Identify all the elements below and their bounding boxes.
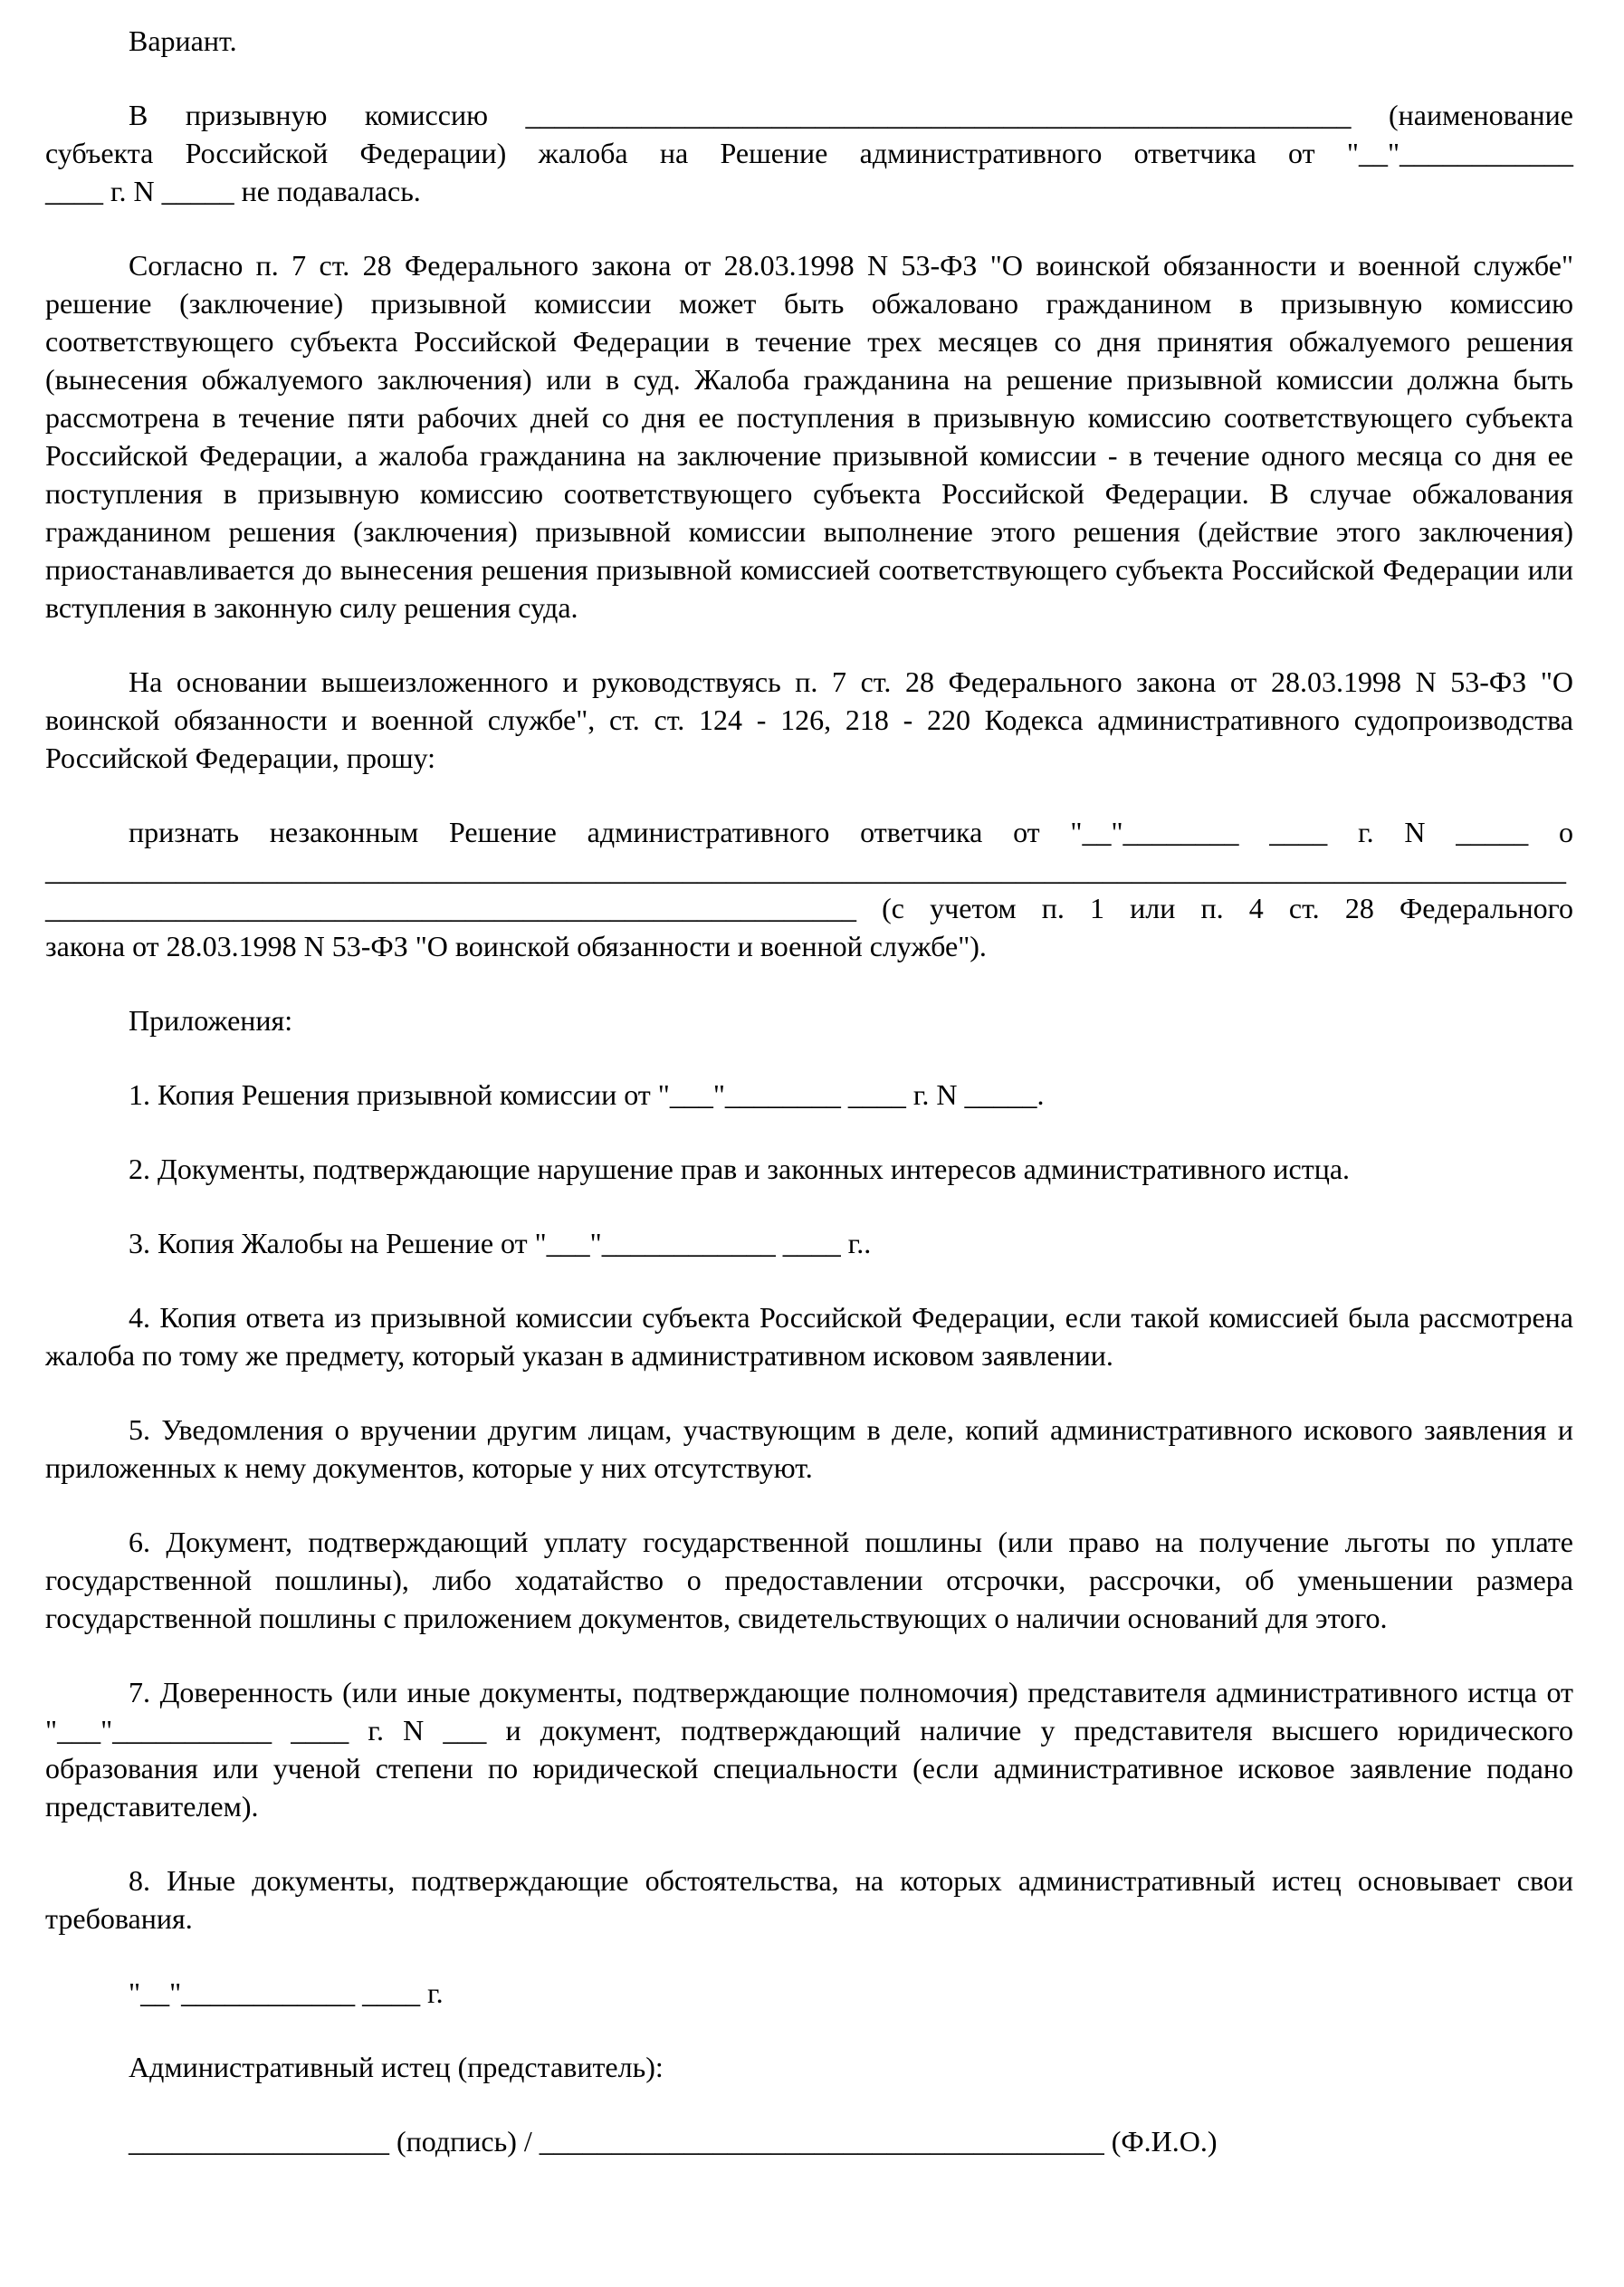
attachment-item-6: 6. Документ, подтверждающий уплату государственной пошлины (или право на получение льготы по уплате государственной пошлины), либо ходатайство о предоставлении отсрочки, рассрочки, об уменьшении размера государственной пошлины с приложением документов, свидетельствующих о наличии оснований для этого.: [45, 1526, 1573, 1634]
attachment-item-4: 4. Копия ответа из призывной комиссии субъекта Российской Федерации, если такой комиссией была рассмотрена жалоба по тому же предмету, который указан в административном исковом заявлении.: [45, 1301, 1573, 1372]
request-block: [45, 813, 1573, 965]
date-line: "__"____________ ____ г.: [129, 1976, 444, 2009]
law-paragraph: Согласно п. 7 ст. 28 Федерального закона от 28.03.1998 N 53-ФЗ "О воинской обязанности и военной службе" решение (заключение) призывной комиссии может быть обжаловано гражданином в призывную комиссию соответствующего субъекта Российской Федерации в течение трех месяцев со дня принятия обжалуемого решения (вынесения обжалуемого заключения) или в суд. Жалоба гражданина на решение призывной комиссии должна быть рассмотрена в течение пяти рабочих дней со дня ее поступления в призывную комиссию соответствующего субъекта Российской Федерации, а жалоба гражданина на заключение призывной комиссии - в течение одного месяца со дня ее поступления в призывную комиссию соответствующего субъекта Российской Федерации. В случае обжалования гражданином решения (заключения) призывной комиссии выполнение этого решения (действие этого заключения) приостанавливается до вынесения решения призывной комиссией соответствующего субъекта Российской Федерации или вступления в законную силу решения суда.: [45, 249, 1573, 624]
claimant-label: Административный истец (представитель):: [129, 2051, 664, 2083]
attachment-item-2: 2. Документы, подтверждающие нарушение прав и законных интересов административного истца.: [129, 1153, 1351, 1185]
attachment-item-8: 8. Иные документы, подтверждающие обстоятельства, на которых административный истец основывает свои требования.: [45, 1864, 1573, 1935]
request-line-4: закона от 28.03.1998 N 53-ФЗ "О воинской обязанности и военной службе").: [45, 930, 987, 962]
variant-label: Вариант.: [129, 24, 237, 57]
attachment-item-7: 7. Доверенность (или иные документы, подтверждающие полномочия) представителя административного истца от "___"___________ ____ г. N ___ и документ, подтверждающий наличие у представителя высшего юридического образования или ученой степени по юридической специальности (если административное исковое заявление подано представителем).: [45, 1676, 1573, 1823]
complaint-header-line-1: В призывную комиссию _________________________________________________________ (наименование: [129, 99, 1573, 131]
request-intro-paragraph: На основании вышеизложенного и руководствуясь п. 7 ст. 28 Федерального закона от 28.03.1998 N 53-ФЗ "О воинской обязанности и военной службе", ст. ст. 124 - 126, 218 - 220 Кодекса административного судопроизводства Российской Федерации, прошу:: [45, 665, 1573, 774]
attachments-title: Приложения:: [129, 1004, 293, 1037]
complaint-header: [45, 96, 1573, 210]
complaint-header-line-3: ____ г. N _____ не подавалась.: [45, 175, 421, 207]
attachment-item-1: 1. Копия Решения призывной комиссии от "___"________ ____ г. N _____.: [129, 1078, 1045, 1111]
attachment-item-3: 3. Копия Жалобы на Решение от "___"____________ ____ г..: [129, 1227, 872, 1259]
request-blank-line: _________________________________________________________________________________________________________: [45, 854, 1566, 886]
attachment-item-5: 5. Уведомления о вручении другим лицам, участвующим в деле, копий административного искового заявления и приложенных к нему документов, которые у них отсутствуют.: [45, 1413, 1573, 1484]
complaint-header-line-2: субъекта Российской Федерации) жалоба на Решение административного ответчика от "__"____________: [45, 137, 1573, 169]
request-line-3: ________________________________________________________ (с учетом п. 1 или п. 4 ст. 28 Федерального: [45, 892, 1573, 924]
signature-line: __________________ (подпись) / _______________________________________ (Ф.И.О.): [129, 2125, 1218, 2158]
request-line-1: признать незаконным Решение административного ответчика от "__"________ ____ г. N _____ о: [129, 816, 1573, 848]
